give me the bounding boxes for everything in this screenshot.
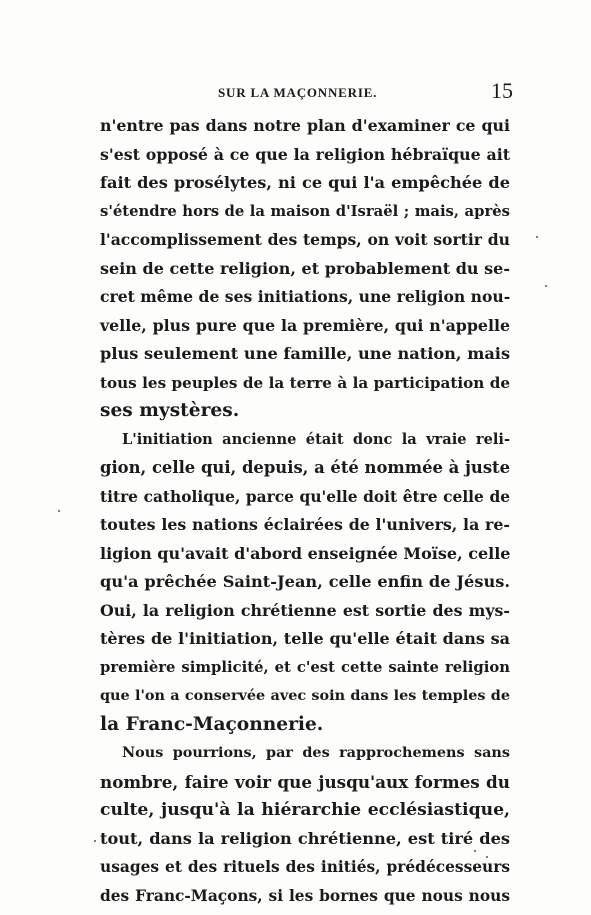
- text-line: L'initiation ancienne était donc la vraie reli-: [122, 430, 510, 448]
- paragraph-1: [100, 112, 510, 426]
- running-title: SUR LA MAÇONNERIE.: [218, 85, 378, 100]
- text-line: première simplicité, et c'est cette sainte religion: [100, 658, 510, 676]
- text-line: tout, dans la religion chrétienne, est tiré des: [100, 828, 510, 848]
- paragraph-3: [100, 739, 510, 910]
- scan-speck: [58, 510, 60, 512]
- text-line: cret même de ses initiations, une religion nou-: [100, 287, 511, 306]
- text-line: fait des prosélytes, ni ce qui l'a empêchée de: [100, 173, 510, 192]
- text-line: que l'on a conservée avec soin dans les temples de: [100, 687, 510, 704]
- paragraph-2: [100, 426, 510, 740]
- text-line: culte, jusqu'à la hiérarchie ecclésiastique,: [100, 800, 510, 820]
- text-line: ses mystères.: [100, 400, 240, 421]
- text-line: n'entre pas dans notre plan d'examiner ce qui: [100, 116, 510, 135]
- text-line: s'est opposé à ce que la religion hébraïque ait: [100, 144, 510, 164]
- text-line: titre catholique, parce qu'elle doit être celle de: [100, 487, 510, 506]
- text-line: nombre, faire voir que jusqu'aux formes du: [100, 771, 510, 792]
- text-line: velle, plus pure que la première, qui n'appelle: [100, 315, 510, 335]
- text-line: toutes les nations éclairées de l'univers, la re-: [100, 515, 510, 534]
- text-line: usages et des rituels des initiés, prédécesseurs: [100, 858, 510, 876]
- text-line: qu'a prêchée Saint-Jean, celle enfin de Jésus.: [100, 572, 510, 591]
- text-line: Nous pourrions, par des rapprochemens sans: [122, 744, 510, 761]
- text-line: plus seulement une famille, une nation, mais: [100, 344, 511, 363]
- text-line: s'étendre hors de la maison d'Israël ; mais, après: [100, 202, 510, 220]
- running-head: [100, 80, 513, 106]
- scan-speck: [545, 285, 547, 287]
- text-line: Oui, la religion chrétienne est sortie des mys-: [100, 600, 510, 620]
- text-line: tous les peuples de la terre à la participation de: [100, 373, 510, 392]
- body-text: [100, 112, 510, 910]
- text-line: des Franc-Maçons, si les bornes que nous nous: [100, 886, 510, 905]
- text-line: la Franc-Maçonnerie.: [100, 713, 324, 735]
- text-line: l'accomplissement des temps, on voit sortir du: [100, 230, 510, 249]
- text-line: sein de cette religion, et probablement du se-: [100, 258, 510, 278]
- scan-speck: [536, 236, 538, 238]
- text-line: gion, celle qui, depuis, a été nommée à juste: [100, 458, 511, 477]
- scan-speck: [94, 840, 96, 842]
- page-number: 15: [491, 78, 513, 103]
- text-line: ligion qu'avait d'abord enseignée Moïse, celle: [100, 543, 511, 563]
- text-line: tères de l'initiation, telle qu'elle était dans sa: [100, 629, 510, 648]
- scan-speck: [474, 850, 476, 852]
- scan-speck: [486, 856, 488, 858]
